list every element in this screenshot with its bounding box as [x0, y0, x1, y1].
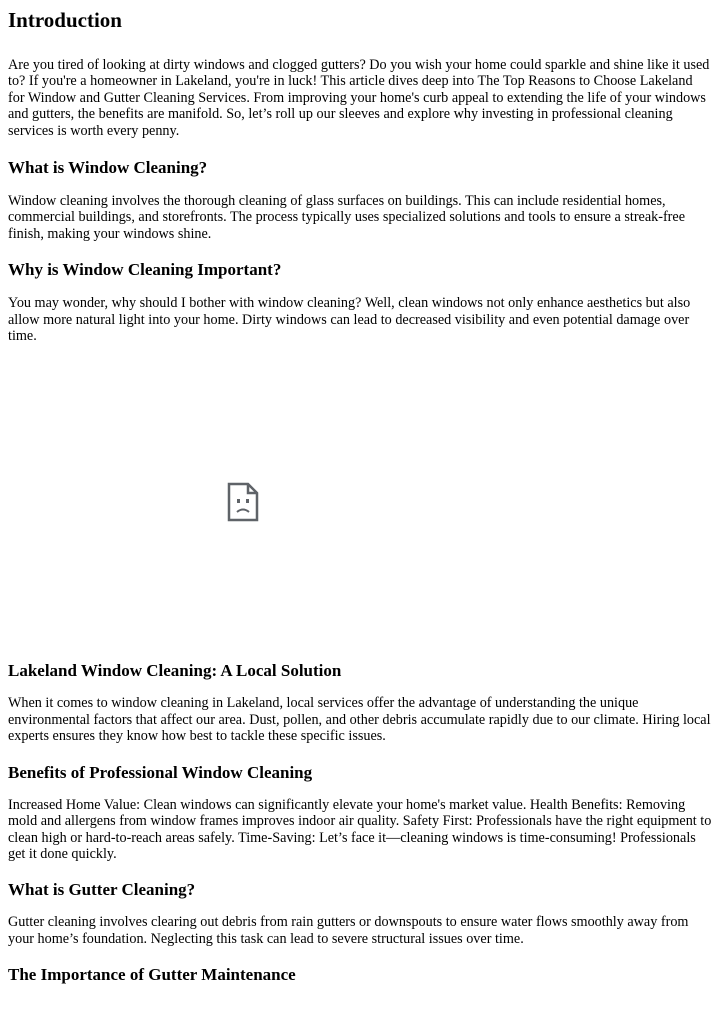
paragraph-what-is-window-cleaning: Window cleaning involves the thorough cleaning of glass surfaces on buildings. This can include residential homes, commercial buildings, and storefronts. The process typically uses specialized solutions and tools to ensure a streak-free finish, making your windows shine.	[8, 193, 686, 242]
paragraph-what-is-gutter-cleaning: Gutter cleaning involves clearing out debris from rain gutters or downspouts to ensure water flows smoothly away from your home’s foundation. Neglecting this task can lead to severe structural issues over time.	[8, 914, 689, 947]
heading-what-is-gutter-cleaning: What is Gutter Cleaning?	[8, 880, 196, 900]
broken-image-icon	[227, 482, 259, 522]
paragraph-why-window-cleaning-important: You may wonder, why should I bother with window cleaning? Well, clean windows not only enhance aesthetics but also allow more natural light into your home. Dirty windows can lead to decreased visibility and even potential damage over time.	[8, 295, 691, 345]
paragraph-lakeland-window-cleaning: When it comes to window cleaning in Lakeland, local services offer the advantage of understanding the unique environmental factors that affect our area. Dust, pollen, and other debris accumulate rapidly due to our climate. Hiring local experts ensures they know how best to tackle these specific issues.	[8, 695, 711, 745]
article	[0, 7, 720, 986]
heading-benefits-professional-window-cleaning: Benefits of Professional Window Cleaning	[8, 762, 313, 782]
heading-importance-gutter-maintenance: The Importance of Gutter Maintenance	[8, 965, 296, 985]
broken-image-placeholder	[8, 344, 494, 655]
heading-why-window-cleaning-important: Why is Window Cleaning Important?	[8, 260, 282, 280]
paragraph-benefits-professional-window-cleaning: Increased Home Value: Clean windows can significantly elevate your home's market value. Health Benefits: Removing mold and allergens from window frames improves indoor air quality. Safety First: Professionals have the right equipment to clean high or hard-to-reach areas safely. Time-Saving: Let’s face it—cleaning windows is time-consuming! Professionals get it done quickly.	[8, 796, 712, 862]
heading-lakeland-window-cleaning: Lakeland Window Cleaning: A Local Solution	[8, 661, 342, 681]
heading-introduction: Introduction	[8, 8, 122, 32]
paragraph-introduction: Are you tired of looking at dirty windows and clogged gutters? Do you wish your home could sparkle and shine like it used to? If you're a homeowner in Lakeland, you're in luck! This article dives deep into The Top Reasons to Choose Lakeland for Window and Gutter Cleaning Services. From improving your home's curb appeal to extending the life of your windows and gutters, the benefits are manifold. So, let’s roll up our sleeves and explore why investing in professional cleaning services is worth every penny.	[8, 57, 710, 139]
heading-what-is-window-cleaning: What is Window Cleaning?	[8, 158, 208, 178]
